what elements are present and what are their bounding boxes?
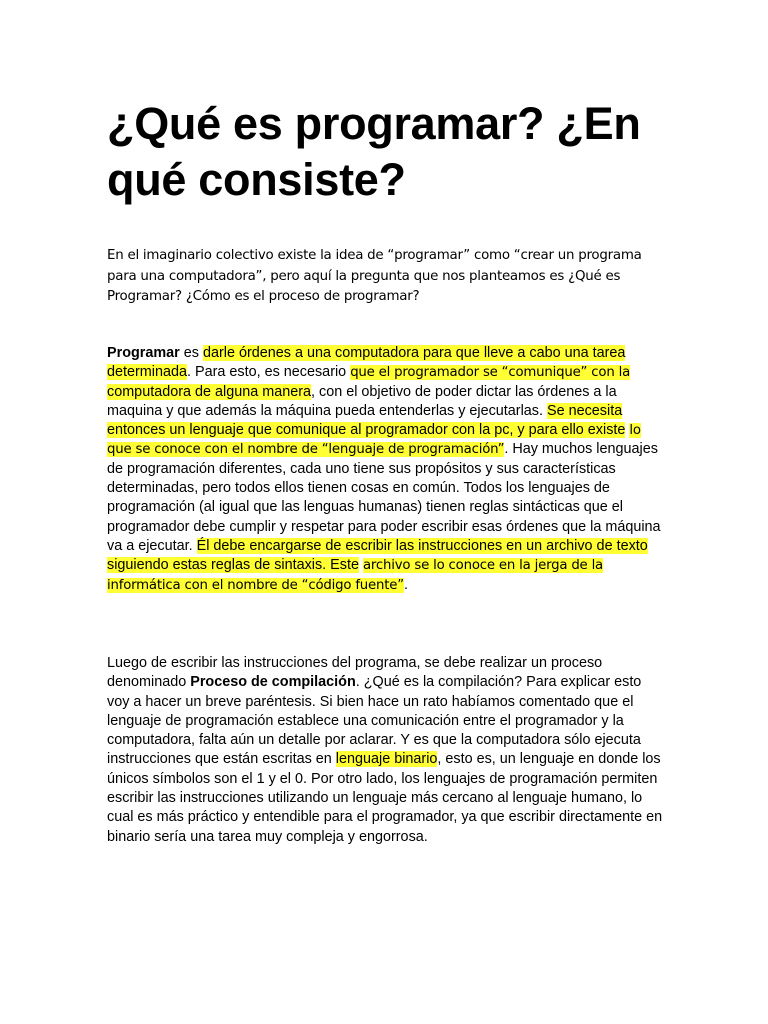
intro-paragraph: En el imaginario colectivo existe la idea de “programar” como “crear un programa para una computadora”, pero aquí la pregunta que nos planteamos es ¿Qué es Programar? ¿Cómo es el proceso de programar? — [107, 248, 642, 304]
highlighted-text: lenguaje binario — [335, 751, 438, 768]
text-run: Luego de escribir las instrucciones del programa, se debe realizar un proceso denominado — [107, 655, 603, 691]
highlighted-text: darle órdenes a una computadora para que lleve a cabo una tarea determinada — [107, 345, 626, 381]
page-title: ¿Qué es programar? ¿En qué consiste? — [107, 98, 641, 205]
highlighted-text: lo que se conoce con el nombre de “lenguaje de programación” — [107, 423, 641, 458]
highlighted-text: archivo se lo conoce en la jerga de la informática con el nombre de “código fuente” — [107, 558, 604, 593]
compilation-paragraph — [107, 654, 667, 847]
text-run: . — [403, 576, 408, 593]
term-compilation: Proceso de compilación — [190, 674, 356, 691]
text-run: es — [179, 345, 203, 361]
text-run: . Para esto, es necesario — [187, 364, 351, 381]
highlighted-text: computadora de alguna manera — [107, 383, 312, 400]
highlighted-text: Él debe encargarse de escribir las instrucciones en un archivo de texto siguiendo estas reglas de sintaxis. Este — [107, 537, 648, 574]
programming-definition-paragraph — [107, 344, 667, 595]
text-run: . ¿Qué es la compilación? Para explicar esto voy a hacer un breve paréntesis. Si bien hace un rato habíamos comentado que el lenguaje de programación establece una comunicación entre el programador y la computadora, falta aún un detalle por aclarar. Y es que la computadora sólo ejecuta instrucciones que están escritas en — [107, 674, 642, 768]
text-run: . Hay muchos lenguajes de programación diferentes, cada uno tiene sus propósitos y sus características determinadas, pero todos ellos tienen cosas en común. Todos los lenguajes de programación (al igual que las lenguas humanas) tienen reglas sintácticas que el programador debe cumplir y respetar para poder escribir esas órdenes que la máquina va a ejecutar. — [107, 441, 661, 554]
highlighted-text: Se necesita entonces un lenguaje que comunique al programador con la pc, y para ello existe — [107, 402, 626, 439]
text-run: , esto es, un lenguaje en donde los únicos símbolos son el 1 y el 0. Por otro lado, los lenguajes de programación permiten escribir las instrucciones utilizando un lenguaje más cercano al lenguaje humano, lo cual es más práctico y entendible para el programador, ya que escribir directamente en binario sería una tarea muy compleja y engorrosa. — [107, 751, 663, 845]
highlighted-text: que el programador se “comunique” con la — [350, 365, 631, 381]
term-programar: Programar — [107, 345, 180, 361]
text-run: , con el objetivo de poder dictar las órdenes a la maquina y que además la máquina pueda entenderlas y ejecutarlas. — [107, 383, 617, 419]
